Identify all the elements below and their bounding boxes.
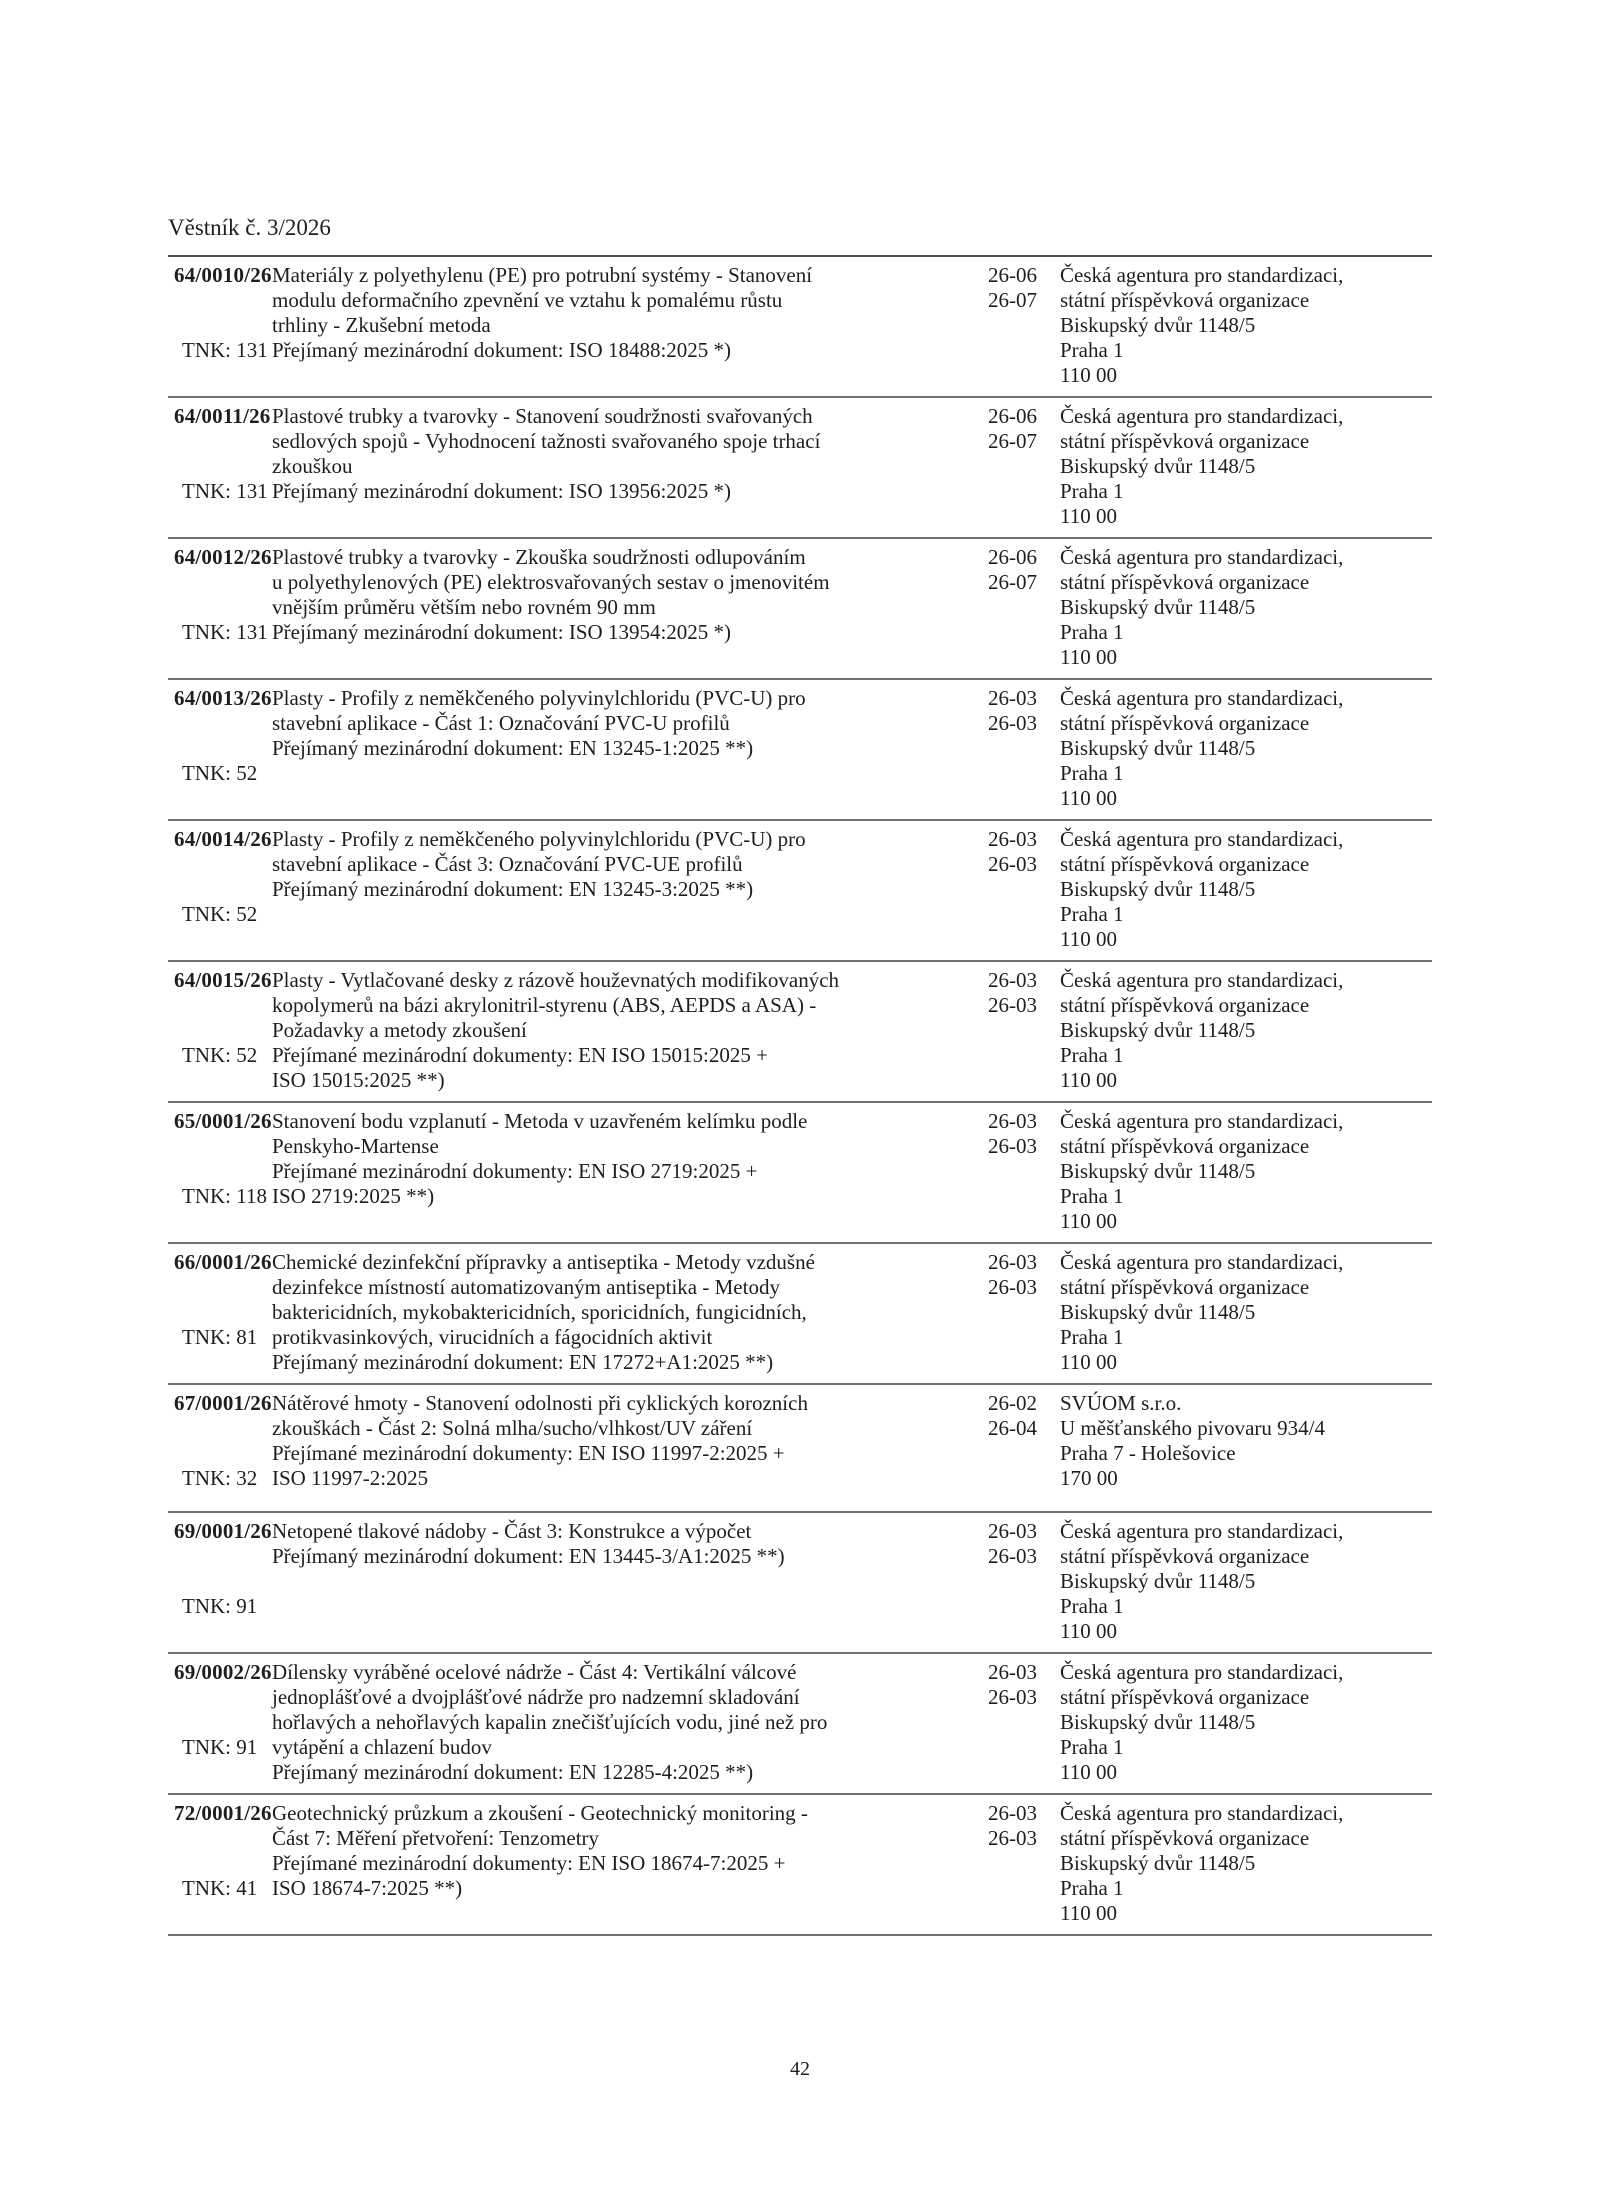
- id-column: [168, 1391, 272, 1503]
- description-line: u polyethylenových (PE) elektrosvařovaných sestav o jmenovitém: [272, 570, 830, 594]
- organization-line: státní příspěvková organizace: [1060, 1544, 1310, 1568]
- organization-line: 110 00: [1060, 363, 1117, 387]
- dates-column: [988, 1109, 1058, 1234]
- date-value: 26-03: [988, 1134, 1037, 1158]
- organization-column: [1058, 263, 1432, 388]
- description-line: jednoplášťové a dvojplášťové nádrže pro nadzemní skladování: [272, 1685, 800, 1709]
- description-line: dezinfekce místností automatizovaným antiseptika - Metody: [272, 1275, 780, 1299]
- standard-id: 66/0001/26: [174, 1250, 272, 1274]
- id-column: [168, 968, 272, 1093]
- organization-line: státní příspěvková organizace: [1060, 1134, 1310, 1158]
- organization-column: [1058, 686, 1432, 811]
- standard-id: 64/0014/26: [174, 827, 272, 851]
- organization-line: 110 00: [1060, 504, 1117, 528]
- date-value: 26-03: [988, 827, 1037, 851]
- standard-id: 65/0001/26: [174, 1109, 272, 1133]
- organization-line: státní příspěvková organizace: [1060, 288, 1310, 312]
- organization-line: Praha 1: [1060, 1876, 1124, 1900]
- organization-line: Biskupský dvůr 1148/5: [1060, 736, 1256, 760]
- standard-id: 64/0013/26: [174, 686, 272, 710]
- organization-line: Biskupský dvůr 1148/5: [1060, 1300, 1256, 1324]
- date-value: 26-03: [988, 1544, 1037, 1568]
- description-line: trhliny - Zkušební metoda: [272, 313, 491, 337]
- description-line: hořlavých a nehořlavých kapalin znečišťujících vodu, jiné než pro: [272, 1710, 828, 1734]
- organization-column: [1058, 1801, 1432, 1926]
- organization-line: Praha 1: [1060, 620, 1124, 644]
- description-line: Plasty - Profily z neměkčeného polyvinylchloridu (PVC-U) pro: [272, 686, 806, 710]
- dates-column: [988, 968, 1058, 1093]
- dates-column: [988, 1519, 1058, 1644]
- description-line: ISO 18674-7:2025 **): [272, 1876, 463, 1900]
- description-line: Přejímané mezinárodní dokumenty: EN ISO 2719:2025 +: [272, 1159, 758, 1183]
- organization-column: [1058, 545, 1432, 670]
- dates-column: [988, 1660, 1058, 1785]
- standard-description: [272, 1109, 988, 1234]
- description-line: ISO 15015:2025 **): [272, 1068, 445, 1092]
- organization-line: 110 00: [1060, 1209, 1117, 1233]
- date-value: 26-03: [988, 1660, 1037, 1684]
- dates-column: [988, 545, 1058, 670]
- organization-column: [1058, 404, 1432, 529]
- description-line: zkouškou: [272, 454, 353, 478]
- organization-line: státní příspěvková organizace: [1060, 570, 1310, 594]
- tnk-number: TNK: 91: [182, 1735, 258, 1759]
- standard-id: 64/0015/26: [174, 968, 272, 992]
- standard-description: [272, 404, 988, 529]
- description-line: ISO 2719:2025 **): [272, 1184, 435, 1208]
- description-line: Přejímaný mezinárodní dokument: EN 13245-1:2025 **): [272, 736, 754, 760]
- organization-line: státní příspěvková organizace: [1060, 429, 1310, 453]
- tnk-number: TNK: 52: [182, 761, 258, 785]
- description-line: zkouškách - Část 2: Solná mlha/sucho/vlhkost/UV záření: [272, 1416, 753, 1440]
- organization-column: [1058, 1250, 1432, 1375]
- tnk-number: TNK: 32: [182, 1466, 258, 1490]
- table-row: [168, 1103, 1432, 1244]
- organization-column: [1058, 1391, 1432, 1503]
- organization-line: Praha 1: [1060, 1325, 1124, 1349]
- id-column: [168, 1660, 272, 1785]
- organization-line: Česká agentura pro standardizaci,: [1060, 404, 1344, 428]
- description-line: Nátěrové hmoty - Stanovení odolnosti při cyklických korozních: [272, 1391, 808, 1415]
- description-line: Přejímaný mezinárodní dokument: EN 12285-4:2025 **): [272, 1760, 754, 1784]
- id-column: [168, 545, 272, 670]
- table-row: [168, 1244, 1432, 1385]
- dates-column: [988, 1391, 1058, 1503]
- description-line: Přejímaný mezinárodní dokument: EN 13445-3/A1:2025 **): [272, 1544, 785, 1568]
- id-column: [168, 1801, 272, 1926]
- organization-line: 110 00: [1060, 1901, 1117, 1925]
- page-content: [168, 0, 1432, 2081]
- id-column: [168, 1109, 272, 1234]
- organization-line: Česká agentura pro standardizaci,: [1060, 545, 1344, 569]
- organization-line: 110 00: [1060, 786, 1117, 810]
- standard-description: [272, 1519, 988, 1644]
- organization-line: Praha 1: [1060, 1184, 1124, 1208]
- organization-line: Biskupský dvůr 1148/5: [1060, 1159, 1256, 1183]
- organization-line: Česká agentura pro standardizaci,: [1060, 827, 1344, 851]
- dates-column: [988, 686, 1058, 811]
- date-value: 26-04: [988, 1416, 1037, 1440]
- description-line: baktericidních, mykobaktericidních, sporicidních, fungicidních,: [272, 1300, 807, 1324]
- standard-id: 64/0012/26: [174, 545, 272, 569]
- table-row: [168, 539, 1432, 680]
- description-line: modulu deformačního zpevnění ve vztahu k pomalému růstu: [272, 288, 783, 312]
- description-line: Přejímaný mezinárodní dokument: EN 13245-3:2025 **): [272, 877, 754, 901]
- organization-line: Biskupský dvůr 1148/5: [1060, 313, 1256, 337]
- tnk-number: TNK: 52: [182, 902, 258, 926]
- organization-line: státní příspěvková organizace: [1060, 711, 1310, 735]
- dates-column: [988, 263, 1058, 388]
- description-line: Přejímané mezinárodní dokumenty: EN ISO 11997-2:2025 +: [272, 1441, 785, 1465]
- tnk-number: TNK: 52: [182, 1043, 258, 1067]
- description-line: vnějším průměru větším nebo rovném 90 mm: [272, 595, 656, 619]
- organization-line: státní příspěvková organizace: [1060, 1685, 1310, 1709]
- organization-line: Praha 1: [1060, 1043, 1124, 1067]
- organization-line: Česká agentura pro standardizaci,: [1060, 263, 1344, 287]
- table-row: [168, 398, 1432, 539]
- description-line: Stanovení bodu vzplanutí - Metoda v uzavřeném kelímku podle: [272, 1109, 808, 1133]
- tnk-number: TNK: 118: [182, 1184, 267, 1208]
- organization-line: Praha 1: [1060, 1735, 1124, 1759]
- id-column: [168, 1519, 272, 1644]
- description-line: Část 7: Měření přetvoření: Tenzometry: [272, 1826, 600, 1850]
- date-value: 26-03: [988, 1275, 1037, 1299]
- organization-line: 110 00: [1060, 645, 1117, 669]
- description-line: Plastové trubky a tvarovky - Stanovení soudržnosti svařovaných: [272, 404, 813, 428]
- organization-line: státní příspěvková organizace: [1060, 1275, 1310, 1299]
- tnk-number: TNK: 91: [182, 1594, 258, 1618]
- date-value: 26-07: [988, 288, 1037, 312]
- table-row: [168, 962, 1432, 1103]
- bulletin-header: Věstník č. 3/2026: [168, 215, 331, 240]
- table-row: [168, 1513, 1432, 1654]
- description-line: stavební aplikace - Část 1: Označování PVC-U profilů: [272, 711, 730, 735]
- dates-column: [988, 1250, 1058, 1375]
- date-value: 26-03: [988, 1250, 1037, 1274]
- organization-line: 110 00: [1060, 927, 1117, 951]
- date-value: 26-03: [988, 1519, 1037, 1543]
- page-number: 42: [790, 2058, 810, 2080]
- description-line: ISO 11997-2:2025: [272, 1466, 429, 1490]
- organization-line: státní příspěvková organizace: [1060, 1826, 1310, 1850]
- date-value: 26-03: [988, 686, 1037, 710]
- id-column: [168, 686, 272, 811]
- organization-line: Praha 1: [1060, 761, 1124, 785]
- description-line: Materiály z polyethylenu (PE) pro potrubní systémy - Stanovení: [272, 263, 813, 287]
- organization-line: Česká agentura pro standardizaci,: [1060, 1660, 1344, 1684]
- organization-line: 170 00: [1060, 1466, 1118, 1490]
- organization-line: Česká agentura pro standardizaci,: [1060, 968, 1344, 992]
- table-row: [168, 821, 1432, 962]
- standard-id: 64/0010/26: [174, 263, 272, 287]
- table-row: [168, 257, 1432, 398]
- organization-line: Česká agentura pro standardizaci,: [1060, 686, 1344, 710]
- organization-column: [1058, 1519, 1432, 1644]
- organization-line: Biskupský dvůr 1148/5: [1060, 454, 1256, 478]
- organization-column: [1058, 1109, 1432, 1234]
- organization-line: SVÚOM s.r.o.: [1060, 1391, 1182, 1415]
- description-line: Plasty - Vytlačované desky z rázově houževnatých modifikovaných: [272, 968, 840, 992]
- organization-line: státní příspěvková organizace: [1060, 852, 1310, 876]
- organization-line: Biskupský dvůr 1148/5: [1060, 1018, 1256, 1042]
- organization-line: Praha 1: [1060, 902, 1124, 926]
- date-value: 26-06: [988, 545, 1037, 569]
- organization-line: 110 00: [1060, 1068, 1117, 1092]
- description-line: Přejímané mezinárodní dokumenty: EN ISO 18674-7:2025 +: [272, 1851, 786, 1875]
- standard-id: 67/0001/26: [174, 1391, 272, 1415]
- description-line: Penskyho-Martense: [272, 1134, 439, 1158]
- table-row: [168, 1654, 1432, 1795]
- standard-description: [272, 263, 988, 388]
- date-value: 26-03: [988, 711, 1037, 735]
- tnk-number: TNK: 131: [182, 338, 268, 362]
- date-value: 26-03: [988, 852, 1037, 876]
- table-row: [168, 680, 1432, 821]
- organization-line: Česká agentura pro standardizaci,: [1060, 1250, 1344, 1274]
- description-line: Přejímaný mezinárodní dokument: ISO 18488:2025 *): [272, 338, 732, 362]
- description-line: Přejímaný mezinárodní dokument: ISO 13954:2025 *): [272, 620, 732, 644]
- description-line: stavební aplikace - Část 3: Označování PVC-UE profilů: [272, 852, 743, 876]
- standard-description: [272, 1660, 988, 1785]
- organization-column: [1058, 1660, 1432, 1785]
- organization-line: státní příspěvková organizace: [1060, 993, 1310, 1017]
- date-value: 26-03: [988, 1685, 1037, 1709]
- organization-line: 110 00: [1060, 1619, 1117, 1643]
- tnk-number: TNK: 131: [182, 620, 268, 644]
- description-line: Přejímané mezinárodní dokumenty: EN ISO 15015:2025 +: [272, 1043, 768, 1067]
- description-line: Přejímaný mezinárodní dokument: EN 17272+A1:2025 **): [272, 1350, 774, 1374]
- standard-description: [272, 1250, 988, 1375]
- table-row: [168, 1795, 1432, 1936]
- date-value: 26-02: [988, 1391, 1037, 1415]
- description-line: Plastové trubky a tvarovky - Zkouška soudržnosti odlupováním: [272, 545, 806, 569]
- description-line: Geotechnický průzkum a zkoušení - Geotechnický monitoring -: [272, 1801, 808, 1825]
- standard-id: 72/0001/26: [174, 1801, 272, 1825]
- organization-line: Praha 1: [1060, 479, 1124, 503]
- description-line: sedlových spojů - Vyhodnocení tažnosti svařovaného spoje trhací: [272, 429, 821, 453]
- date-value: 26-03: [988, 1826, 1037, 1850]
- organization-line: Praha 1: [1060, 338, 1124, 362]
- standard-id: 64/0011/26: [174, 404, 271, 428]
- id-column: [168, 263, 272, 388]
- organization-line: 110 00: [1060, 1760, 1117, 1784]
- description-line: vytápění a chlazení budov: [272, 1735, 492, 1759]
- organization-line: Česká agentura pro standardizaci,: [1060, 1109, 1344, 1133]
- standards-table: [168, 257, 1432, 1936]
- date-value: 26-06: [988, 263, 1037, 287]
- standard-id: 69/0001/26: [174, 1519, 272, 1543]
- standard-description: [272, 827, 988, 952]
- description-line: protikvasinkových, virucidních a fágocidních aktivit: [272, 1325, 713, 1349]
- description-line: Chemické dezinfekční přípravky a antiseptika - Metody vzdušné: [272, 1250, 815, 1274]
- organization-column: [1058, 827, 1432, 952]
- id-column: [168, 1250, 272, 1375]
- standard-description: [272, 968, 988, 1093]
- description-line: Netopené tlakové nádoby - Část 3: Konstrukce a výpočet: [272, 1519, 752, 1543]
- organization-column: [1058, 968, 1432, 1093]
- organization-line: 110 00: [1060, 1350, 1117, 1374]
- date-value: 26-03: [988, 1109, 1037, 1133]
- dates-column: [988, 1801, 1058, 1926]
- description-line: Přejímaný mezinárodní dokument: ISO 13956:2025 *): [272, 479, 732, 503]
- date-value: 26-07: [988, 570, 1037, 594]
- standard-description: [272, 545, 988, 670]
- dates-column: [988, 827, 1058, 952]
- date-value: 26-03: [988, 1801, 1037, 1825]
- description-line: Plasty - Profily z neměkčeného polyvinylchloridu (PVC-U) pro: [272, 827, 806, 851]
- organization-line: Biskupský dvůr 1148/5: [1060, 595, 1256, 619]
- tnk-number: TNK: 131: [182, 479, 268, 503]
- organization-line: Biskupský dvůr 1148/5: [1060, 877, 1256, 901]
- organization-line: Praha 1: [1060, 1594, 1124, 1618]
- date-value: 26-03: [988, 993, 1037, 1017]
- standard-id: 69/0002/26: [174, 1660, 272, 1684]
- date-value: 26-03: [988, 968, 1037, 992]
- organization-line: Česká agentura pro standardizaci,: [1060, 1801, 1344, 1825]
- organization-line: U měšťanského pivovaru 934/4: [1060, 1416, 1326, 1440]
- organization-line: Biskupský dvůr 1148/5: [1060, 1569, 1256, 1593]
- date-value: 26-06: [988, 404, 1037, 428]
- tnk-number: TNK: 81: [182, 1325, 258, 1349]
- organization-line: Biskupský dvůr 1148/5: [1060, 1710, 1256, 1734]
- description-line: Dílensky vyráběné ocelové nádrže - Část 4: Vertikální válcové: [272, 1660, 797, 1684]
- standard-description: [272, 1801, 988, 1926]
- tnk-number: TNK: 41: [182, 1876, 258, 1900]
- dates-column: [988, 404, 1058, 529]
- organization-line: Česká agentura pro standardizaci,: [1060, 1519, 1344, 1543]
- standard-description: [272, 1391, 988, 1503]
- id-column: [168, 827, 272, 952]
- standard-description: [272, 686, 988, 811]
- date-value: 26-07: [988, 429, 1037, 453]
- id-column: [168, 404, 272, 529]
- description-line: Požadavky a metody zkoušení: [272, 1018, 527, 1042]
- description-line: kopolymerů na bázi akrylonitril-styrenu (ABS, AEPDS a ASA) -: [272, 993, 817, 1017]
- organization-line: Biskupský dvůr 1148/5: [1060, 1851, 1256, 1875]
- organization-line: Praha 7 - Holešovice: [1060, 1441, 1236, 1465]
- table-row: [168, 1385, 1432, 1513]
